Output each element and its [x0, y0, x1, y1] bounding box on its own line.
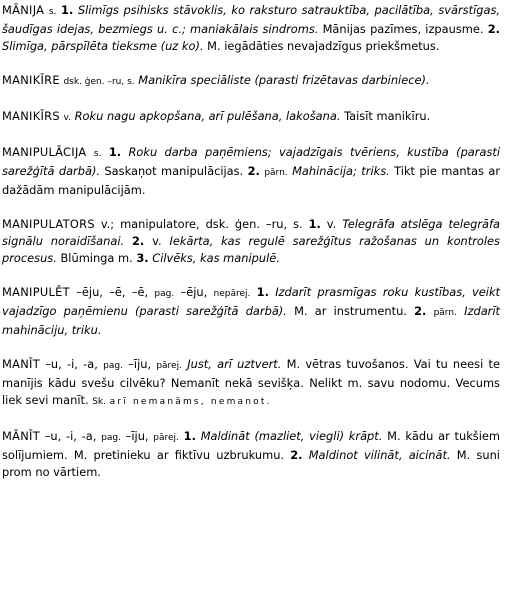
definition-text: Slimīga, pārspīlēta tieksme (uz ko).: [2, 39, 204, 53]
entry-text: M. kādu ar tukšiem solījumiem. M. pretinieku ar fiktīvu uzbrukumu.: [2, 429, 501, 462]
definition-text: Telegrāfa atslēga telegrāfa signālu noraidīšanai.: [2, 217, 500, 248]
sense-number: 2.: [414, 304, 427, 318]
entry-headword: MĀNIJA: [2, 3, 45, 17]
grammar-label: s.: [93, 149, 102, 159]
entry-text: [124, 234, 132, 248]
entry-text: Blūminga m.: [56, 251, 137, 265]
entry-headword: MĀNĪT: [2, 429, 40, 443]
entry-headword: MANIPULĀCIJA: [2, 145, 87, 159]
grammar-label: pārn.: [264, 168, 288, 178]
definition-text: Izdarīt prasmīgas roku kustības, veikt vajadzīgo paņēmienu (parasti sarežģītā darbā).: [2, 285, 501, 318]
entry-text: –īju,: [120, 429, 154, 443]
entry-manit-deceive: [2, 428, 500, 481]
sense-number: 1.: [108, 145, 122, 159]
entry-text: [87, 145, 94, 159]
entry-manit: [2, 356, 500, 411]
sense-number: 1.: [256, 285, 269, 299]
grammar-label: s.: [48, 7, 57, 17]
entry-manipulet: [2, 284, 500, 339]
entry-headword: MANIKĪRS: [2, 109, 60, 123]
definition-text: Just, arī uztvert.: [187, 357, 282, 371]
grammar-label: nepārej.: [213, 289, 251, 299]
grammar-label: pārej.: [153, 433, 179, 443]
grammar-label: dsk. ģen. –ru, s.: [63, 77, 135, 87]
entry-text: Tikt pie mantas ar dažādām manipulācijām.: [2, 164, 501, 197]
grammar-label: Sk.: [92, 397, 106, 407]
entry-text: v.: [320, 217, 343, 231]
sense-number: 2.: [247, 164, 260, 178]
grammar-label: pārej.: [156, 361, 182, 371]
cross-reference: arī nemanāms, nemanot.: [109, 397, 272, 407]
entry-text: –īju,: [122, 357, 157, 371]
entry-text: v.; manipulatore, dsk. ģen. –ru, s.: [94, 217, 309, 231]
entry-text: [101, 145, 108, 159]
sense-number: 2.: [132, 234, 145, 248]
entry-manikire: [2, 72, 500, 91]
entry-text: M. iegādāties nevajadzīgus priekšmetus.: [203, 39, 440, 53]
entry-text: –u, -i, -a,: [39, 357, 104, 371]
entry-headword: MANIKĪRE: [2, 73, 60, 87]
grammar-label: pag.: [101, 433, 121, 443]
grammar-label: pag.: [154, 289, 175, 299]
entry-headword: MANIPULATORS: [2, 217, 95, 231]
grammar-label: pag.: [103, 361, 123, 371]
entry-text: v.: [144, 234, 170, 248]
grammar-label: pārn.: [433, 308, 457, 318]
definition-text: Iekārta, kas regulē sarežģītus ražošanas un kontroles procesus.: [2, 234, 500, 265]
definition-text: Mahinācija; triks.: [292, 164, 390, 178]
sense-number: 1.: [61, 3, 74, 17]
definition-text: Manikīra speciāliste (parasti frizētavas darbiniece).: [138, 73, 430, 87]
entry-headword: MANĪT: [2, 357, 40, 371]
definition-text: Maldinot vilināt, aicināt.: [308, 448, 451, 462]
definition-text: Slimīgs psihisks stāvoklis, ko raksturo satrauktība, pacilātība, svārstīgas, šaudīgas idejas, bezmiegs u. c.; maniakālais sindroms.: [2, 3, 501, 36]
entry-text: –ēju, –ē, –ē,: [69, 285, 155, 299]
entry-text: –ēju,: [174, 285, 214, 299]
definition-text: Izdarīt mahināciju, triku.: [2, 304, 500, 337]
entry-text: Taisīt manikīru.: [340, 109, 431, 123]
sense-number: 2.: [290, 448, 303, 462]
entry-text: M. suni prom no vārtiem.: [2, 448, 500, 479]
entry-text: –u, -i, -a,: [39, 429, 102, 443]
entry-manikirs: [2, 108, 500, 127]
entry-text: Mānijas pazīmes, izpausme.: [318, 22, 488, 36]
definition-text: Roku nagu apkopšana, arī pulēšana, lakošana.: [74, 109, 341, 123]
entry-text: M. ar instrumentu.: [286, 304, 415, 318]
sense-number: 1.: [308, 217, 321, 231]
sense-number: 2.: [487, 22, 501, 36]
sense-number: 3.: [136, 251, 149, 265]
grammar-label: v.: [63, 113, 71, 123]
entry-manija: [2, 2, 500, 55]
entry-headword: MANIPULĒT: [2, 285, 70, 299]
entry-text: [426, 304, 433, 318]
entry-text: Saskaņot manipulācijas.: [100, 164, 248, 178]
definition-text: Roku darba paņēmiens; vajadzīgais tvēriens, kustība (parasti sarežģītā darbā).: [2, 145, 501, 178]
definition-text: Cilvēks, kas manipulē.: [152, 251, 280, 265]
sense-number: 1.: [183, 429, 196, 443]
entry-text: M. vētras tuvošanos. Vai tu neesi te manījis kādu svešu cilvēku? Nemanīt nekā sevišķa. Nelikt m. savu nodomu. Vecums liek sevi manīt.: [2, 357, 500, 407]
entry-manipulators: [2, 216, 500, 267]
entry-manipulacija: [2, 144, 500, 199]
definition-text: Maldināt (mazliet, viegli) krāpt.: [200, 429, 383, 443]
